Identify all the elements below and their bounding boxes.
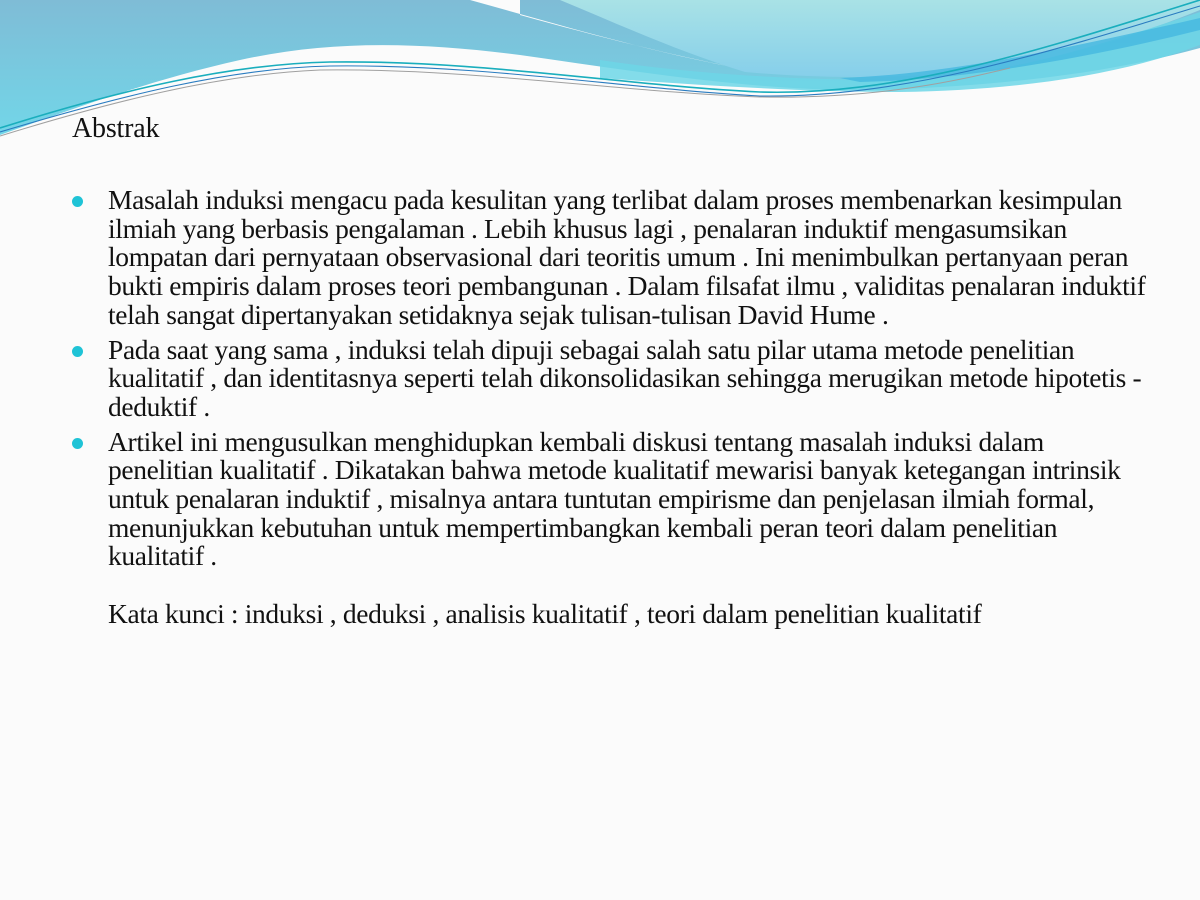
bullet-dot-icon <box>72 346 83 357</box>
bullet-item <box>72 186 1152 330</box>
bullet-dot-icon <box>72 438 83 449</box>
decorative-wave-header <box>0 0 1200 160</box>
keywords-text: Kata kunci : induksi , deduksi , analisis kualitatif , teori dalam penelitian kualitatif <box>108 598 982 630</box>
bullet-dot-icon <box>72 196 83 207</box>
slide-body <box>72 186 1152 629</box>
bullet-text: Pada saat yang sama , induksi telah dipuji sebagai salah satu pilar utama metode penelitian kualitatif , dan identitasnya seperti telah dikonsolidasikan sehingga merugikan metode hipotetis - deduktif . <box>108 333 1142 422</box>
bullet-text: Masalah induksi mengacu pada kesulitan yang terlibat dalam proses membenarkan kesimpulan ilmiah yang berbasis pengalaman . Lebih khusus lagi , penalaran induktif mengasumsikan lompatan dari pernyataan observasional dari teoritis umum . Ini menimbulkan pertanyaan peran bukti empiris dalam proses teori pembangunan . Dalam filsafat ilmu , validitas penalaran induktif telah sangat dipertanyakan setidaknya sejak tulisan-tulisan David Hume . <box>108 184 1146 330</box>
slide-title: Abstrak <box>72 113 160 144</box>
bullet-item <box>72 333 1152 422</box>
bullet-text: Artikel ini mengusulkan menghidupkan kembali diskusi tentang masalah induksi dalam penelitian kualitatif . Dikatakan bahwa metode kualitatif mewarisi banyak ketegangan intrinsik untuk penalaran induktif , misalnya antara tuntutan empirisme dan penjelasan ilmiah formal, menunjukkan kebutuhan untuk mempertimbangkan kembali peran teori dalam penelitian kualitatif . <box>108 425 1121 572</box>
bullet-item <box>72 425 1152 572</box>
